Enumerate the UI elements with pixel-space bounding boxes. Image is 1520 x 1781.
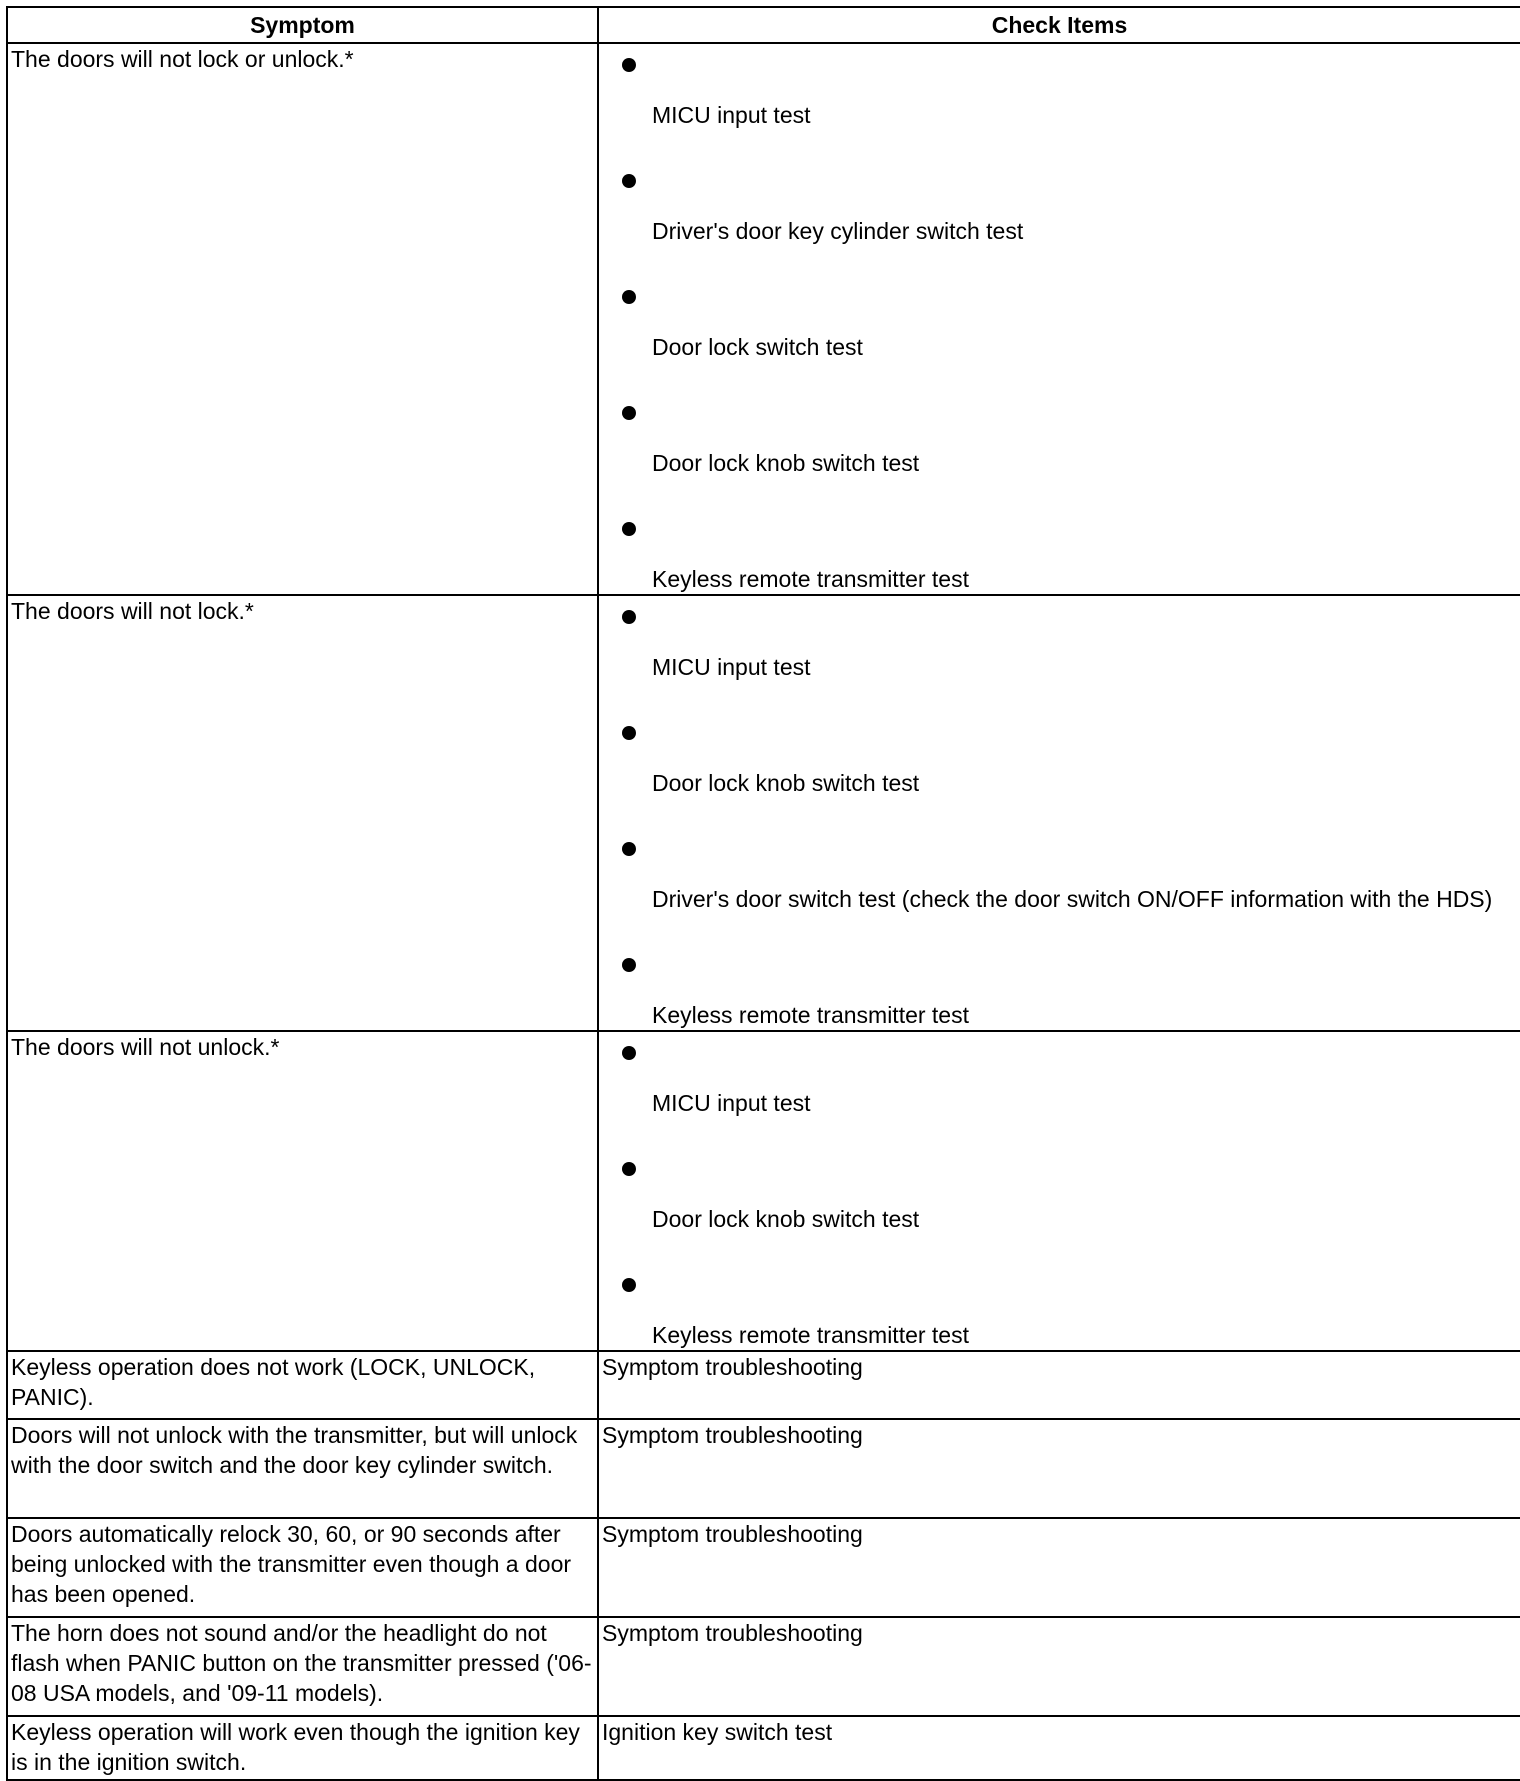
check-item — [622, 392, 1517, 508]
check-item-text: MICU input test — [652, 1090, 811, 1116]
check-items-cell: Symptom troubleshooting — [598, 1419, 1520, 1518]
check-item-text: Driver's door switch test (check the door switch ON/OFF information with the HDS) — [652, 886, 1493, 912]
bullet-icon — [622, 1148, 1517, 1192]
check-item — [622, 828, 1517, 944]
check-item-text: Door lock knob switch test — [652, 770, 920, 796]
bullet-icon — [622, 276, 1517, 320]
check-items-cell: Ignition key switch test — [598, 1716, 1520, 1780]
symptom-cell: The horn does not sound and/or the headlight do not flash when PANIC button on the transmitter pressed ('06-08 USA models, and '09-11 models). — [7, 1617, 598, 1716]
check-list — [602, 1032, 1517, 1350]
bullet-icon — [622, 160, 1517, 204]
check-items-cell — [598, 595, 1520, 1031]
table-row — [7, 1351, 1520, 1419]
bullet-icon — [622, 392, 1517, 436]
check-list — [602, 596, 1517, 1030]
table-row — [7, 595, 1520, 1031]
symptom-cell: Keyless operation does not work (LOCK, UNLOCK, PANIC). — [7, 1351, 598, 1419]
check-items-cell: Symptom troubleshooting — [598, 1351, 1520, 1419]
check-item — [622, 508, 1517, 594]
symptom-cell: The doors will not lock or unlock.* — [7, 43, 598, 595]
check-item — [622, 1264, 1517, 1350]
check-item — [622, 944, 1517, 1030]
check-item-text: Keyless remote transmitter test — [652, 1002, 969, 1028]
check-item-text: MICU input test — [652, 102, 811, 128]
symptom-cell: Doors automatically relock 30, 60, or 90 seconds after being unlocked with the transmitter even though a door has been opened. — [7, 1518, 598, 1617]
check-items-cell: Symptom troubleshooting — [598, 1617, 1520, 1716]
check-item — [622, 712, 1517, 828]
check-item — [622, 44, 1517, 160]
bullet-icon — [622, 508, 1517, 552]
troubleshooting-table — [6, 6, 1520, 1781]
check-item-text: Door lock switch test — [652, 334, 863, 360]
bullet-icon — [622, 712, 1517, 756]
symptom-cell: The doors will not lock.* — [7, 595, 598, 1031]
bullet-icon — [622, 1264, 1517, 1308]
check-item-text: MICU input test — [652, 654, 811, 680]
table-row — [7, 1518, 1520, 1617]
bullet-icon — [622, 596, 1517, 640]
check-items-cell — [598, 43, 1520, 595]
check-item — [622, 160, 1517, 276]
bullet-icon — [622, 828, 1517, 872]
check-item-text: Door lock knob switch test — [652, 1206, 920, 1232]
bullet-icon — [622, 944, 1517, 988]
symptom-cell: Keyless operation will work even though the ignition key is in the ignition switch. — [7, 1716, 598, 1780]
table-row — [7, 1617, 1520, 1716]
check-item-text: Keyless remote transmitter test — [652, 566, 969, 592]
header-row — [7, 7, 1520, 43]
table-row — [7, 1031, 1520, 1351]
check-list — [602, 44, 1517, 594]
table-row — [7, 43, 1520, 595]
check-item-text: Keyless remote transmitter test — [652, 1322, 969, 1348]
check-item — [622, 1148, 1517, 1264]
check-item-text: Driver's door key cylinder switch test — [652, 218, 1024, 244]
table-row — [7, 1419, 1520, 1518]
check-item-text: Door lock knob switch test — [652, 450, 920, 476]
check-items-header: Check Items — [598, 7, 1520, 43]
symptom-header: Symptom — [7, 7, 598, 43]
table-row — [7, 1716, 1520, 1780]
symptom-cell: Doors will not unlock with the transmitter, but will unlock with the door switch and the door key cylinder switch. — [7, 1419, 598, 1518]
bullet-icon — [622, 1032, 1517, 1076]
bullet-icon — [622, 44, 1517, 88]
check-item — [622, 596, 1517, 712]
symptom-cell: The doors will not unlock.* — [7, 1031, 598, 1351]
check-item — [622, 1032, 1517, 1148]
check-items-cell — [598, 1031, 1520, 1351]
check-items-cell: Symptom troubleshooting — [598, 1518, 1520, 1617]
check-item — [622, 276, 1517, 392]
